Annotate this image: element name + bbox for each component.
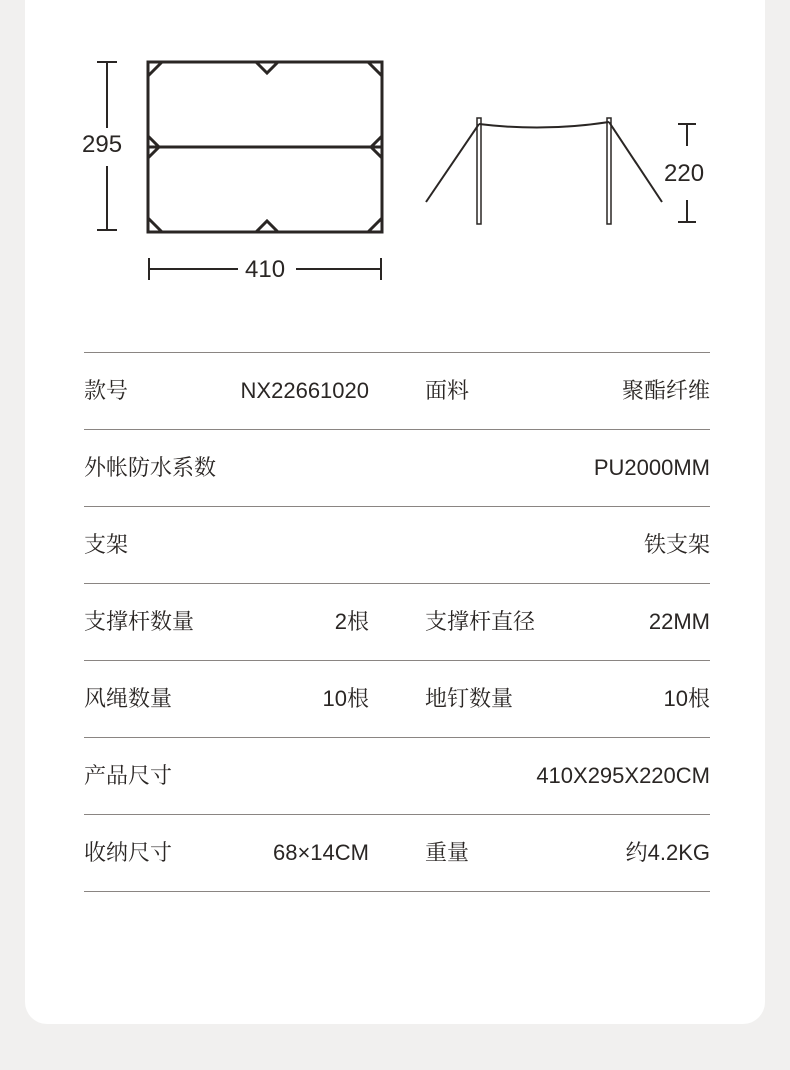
spec-row-waterproof: [84, 429, 710, 506]
side-height-label: 220: [664, 160, 705, 187]
left-pole: [477, 118, 481, 224]
spec-value: 聚酯纤维: [621, 378, 710, 403]
dimension-diagrams: [0, 0, 790, 300]
spec-label: 款号: [84, 378, 129, 403]
spec-value: 2根: [334, 609, 369, 634]
spec-label: 支撑杆直径: [425, 609, 536, 634]
spec-label: 支撑杆数量: [84, 609, 195, 634]
spec-label: 重量: [425, 840, 470, 865]
corner-loop-bl: [148, 218, 162, 232]
spec-label: 风绳数量: [84, 686, 173, 711]
spec-row-frame: [84, 506, 710, 583]
width-label: 410: [245, 256, 286, 283]
spec-row-poles: [84, 583, 710, 660]
right-pole: [607, 118, 611, 224]
spec-value: 410X295X220CM: [536, 763, 710, 788]
spec-value: 铁支架: [643, 532, 710, 557]
notch-bottom: [256, 221, 278, 232]
corner-loop-br: [368, 218, 382, 232]
guy-line-left: [426, 124, 479, 202]
spec-row-product-size: [84, 737, 710, 814]
spec-value: NX22661020: [240, 378, 369, 403]
spec-value: PU2000MM: [593, 455, 710, 480]
spec-label: 支架: [84, 532, 129, 557]
spec-value: 68×14CM: [272, 840, 369, 865]
spec-row-ropes-stakes: [84, 660, 710, 737]
spec-row-model: [84, 352, 710, 429]
notch-top: [256, 62, 278, 73]
spec-value: 22MM: [648, 609, 710, 634]
tarp-top-view: [148, 62, 382, 232]
ridge-line: [479, 122, 609, 128]
spec-label: 外帐防水系数: [84, 455, 217, 480]
corner-loop-tr: [368, 62, 382, 76]
spec-label: 产品尺寸: [84, 763, 173, 788]
spec-label: 收纳尺寸: [84, 840, 173, 865]
spec-value: 约4.2KG: [625, 840, 710, 865]
spec-table: [84, 352, 710, 892]
tarp-side-view: [426, 118, 662, 224]
corner-loop-tl: [148, 62, 162, 76]
height-label: 295: [82, 131, 123, 158]
spec-label: 地钉数量: [425, 686, 514, 711]
spec-label: 面料: [425, 378, 470, 403]
spec-value: 10根: [322, 686, 369, 711]
spec-value: 10根: [663, 686, 710, 711]
spec-row-pack-weight: [84, 814, 710, 892]
guy-line-right: [609, 122, 662, 202]
